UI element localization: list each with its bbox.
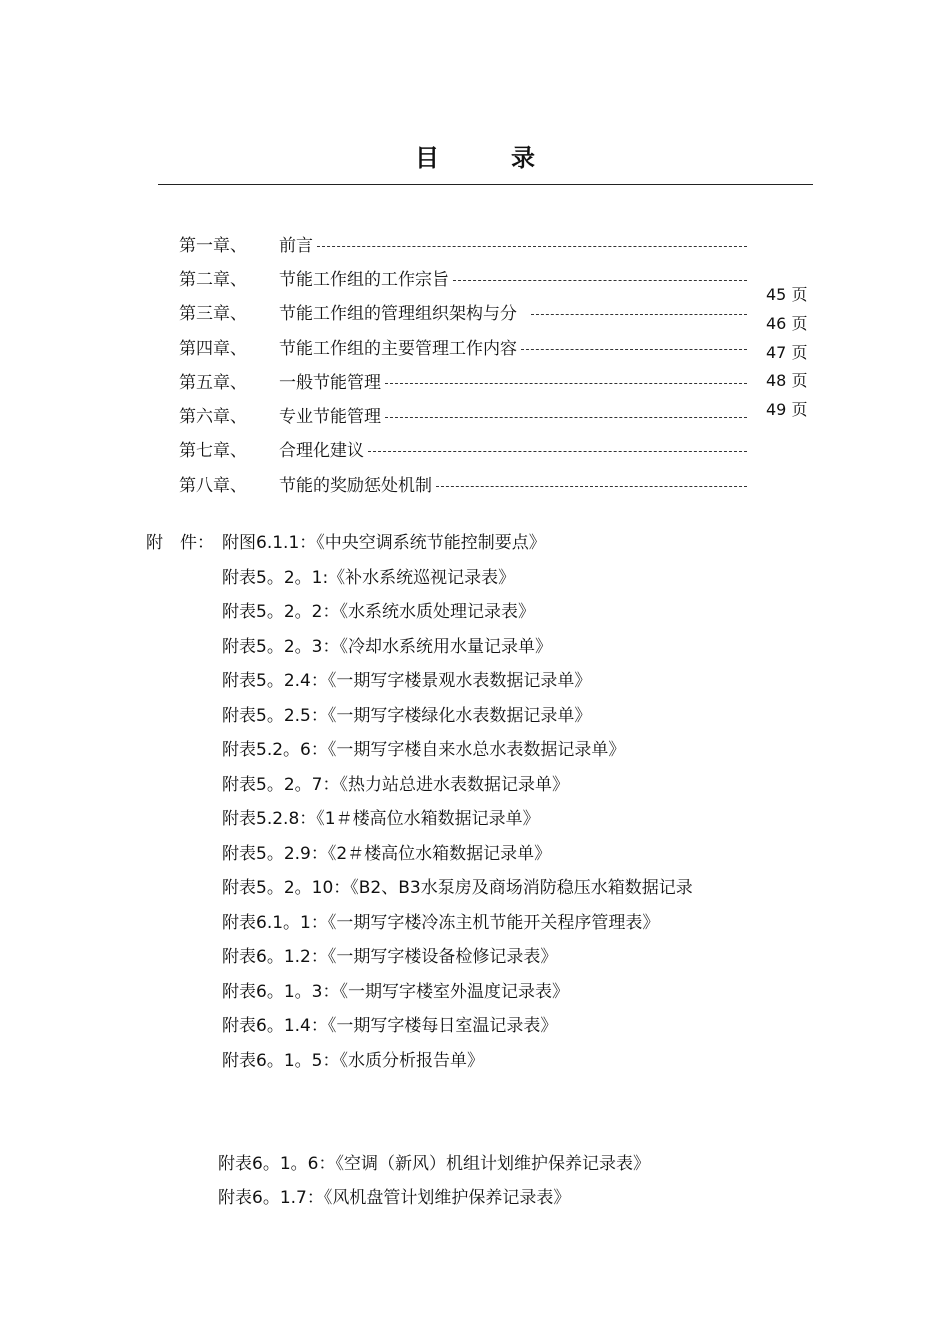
toc-title: 一般节能管理 <box>279 372 381 393</box>
page-number: 45 页 <box>766 285 808 304</box>
toc-row[interactable] <box>179 260 749 294</box>
attachment-item[interactable]: 附图6.1.1：《中央空调系统节能控制要点》 <box>222 533 546 553</box>
attachment-item[interactable]: 附表6.1。1：《一期写字楼冷冻主机节能开关程序管理表》 <box>222 912 660 933</box>
attachment-item[interactable]: 附表5.2.8：《1＃楼高位水箱数据记录单》 <box>222 809 540 829</box>
toc-title: 节能工作组的工作宗旨 <box>279 269 449 290</box>
attachment-item[interactable]: 附表6。1。6：《空调（新风）机组计划维护保养记录表》 <box>218 1154 650 1174</box>
toc-leader <box>385 417 747 418</box>
toc-leader <box>531 314 747 315</box>
page-title: 目 录 <box>415 144 559 172</box>
toc-chapter: 第四章、 <box>179 338 247 359</box>
toc-title: 合理化建议 <box>279 441 364 462</box>
toc-row[interactable] <box>179 329 749 363</box>
toc-chapter: 第六章、 <box>179 407 247 428</box>
page-number: 48 页 <box>766 371 808 391</box>
table-of-contents <box>179 226 749 500</box>
attachment-item[interactable]: 附表5。2。1:《补水系统巡视记录表》 <box>222 567 516 588</box>
attachment-item[interactable]: 附表5.2。6：《一期写字楼自来水总水表数据记录单》 <box>222 740 626 760</box>
toc-leader <box>453 280 747 281</box>
toc-chapter: 第七章、 <box>179 441 247 462</box>
attachment-first-line <box>146 526 546 560</box>
toc-chapter: 第八章、 <box>179 475 247 496</box>
toc-chapter: 第一章、 <box>179 235 247 256</box>
title-divider <box>158 184 813 185</box>
toc-leader <box>385 383 747 384</box>
toc-title: 节能工作组的管理组织架构与分 <box>279 304 517 325</box>
toc-row[interactable] <box>179 226 749 260</box>
toc-leader <box>436 486 747 487</box>
toc-leader <box>368 451 747 452</box>
toc-title: 节能工作组的主要管理工作内容 <box>279 338 517 359</box>
attachment-item[interactable]: 附表5。2.9：《2＃楼高位水箱数据记录单》 <box>222 843 552 864</box>
toc-row[interactable] <box>179 363 749 397</box>
toc-title: 节能的奖励惩处机制 <box>279 475 432 496</box>
attachment-item[interactable]: 附表5。2。2：《水系统水质处理记录表》 <box>222 602 535 622</box>
attachment-label: 附 件： <box>146 533 214 553</box>
page-number: 49 页 <box>766 400 808 420</box>
toc-title: 前言 <box>279 235 313 256</box>
attachment-item[interactable]: 附表6。1。5：《水质分析报告单》 <box>222 1050 484 1071</box>
attachment-item[interactable]: 附表5。2。7：《热力站总进水表数据记录单》 <box>222 774 569 795</box>
page-number-column <box>766 281 807 425</box>
attachment-item[interactable]: 附表6。1。3：《一期写字楼室外温度记录表》 <box>222 981 569 1002</box>
toc-leader <box>521 349 747 350</box>
attachment-item[interactable]: 附表5。2。10：《B2、B3水泵房及商场消防稳压水箱数据记录 <box>222 878 693 898</box>
toc-chapter: 第五章、 <box>179 372 247 393</box>
attachment-item[interactable]: 附表6。1.4：《一期写字楼每日室温记录表》 <box>222 1016 558 1036</box>
toc-leader <box>317 246 747 247</box>
attachment-item[interactable]: 附表6。1.2：《一期写字楼设备检修记录表》 <box>222 947 558 967</box>
toc-row[interactable] <box>179 466 749 500</box>
toc-row[interactable] <box>179 397 749 431</box>
toc-chapter: 第二章、 <box>179 269 247 290</box>
toc-row[interactable] <box>179 432 749 466</box>
toc-row[interactable] <box>179 295 749 329</box>
attachment-item[interactable]: 附表5。2。3：《冷却水系统用水量记录单》 <box>222 636 552 657</box>
attachment-item[interactable]: 附表6。1.7：《风机盘管计划维护保养记录表》 <box>218 1188 571 1208</box>
toc-chapter: 第三章、 <box>179 304 247 325</box>
attachment-item[interactable]: 附表5。2.4：《一期写字楼景观水表数据记录单》 <box>222 671 592 691</box>
page-number: 46 页 <box>766 313 808 333</box>
toc-title: 专业节能管理 <box>279 407 381 428</box>
attachment-item[interactable]: 附表5。2.5：《一期写字楼绿化水表数据记录单》 <box>222 705 592 726</box>
page-number: 47 页 <box>766 342 808 362</box>
